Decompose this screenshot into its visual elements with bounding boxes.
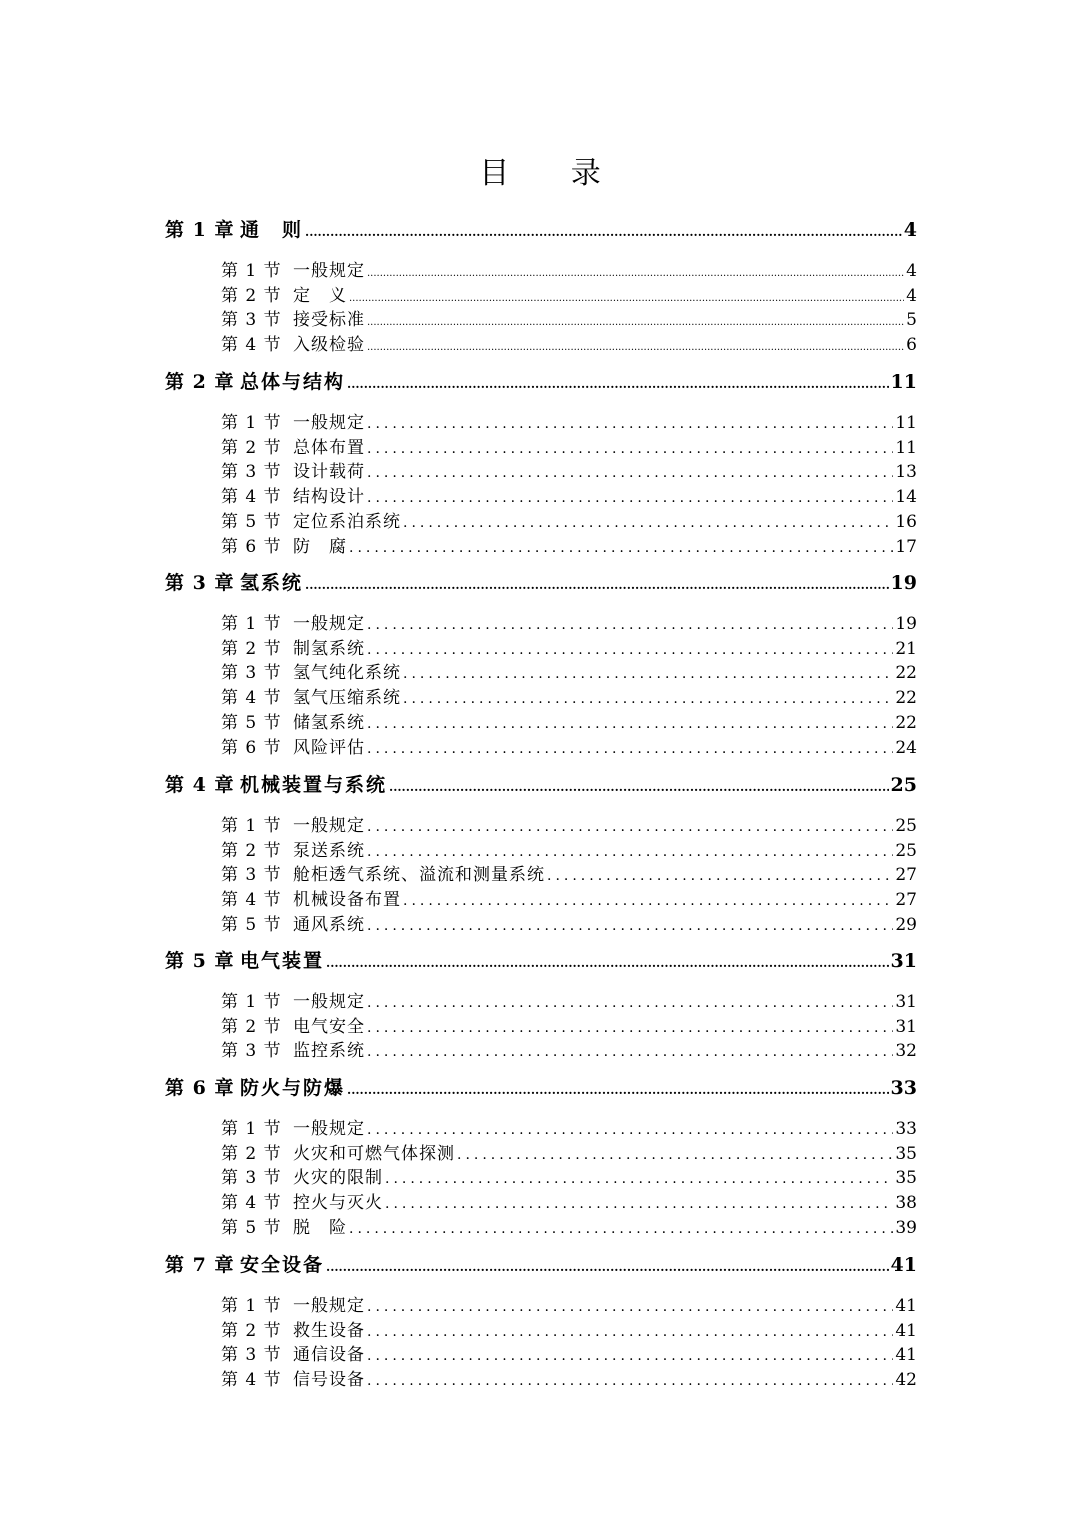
section-number: 第 1 节 (221, 413, 282, 433)
toc-section-entry[interactable] (221, 1319, 917, 1344)
dot-leader (367, 736, 893, 761)
toc-section-entry[interactable] (221, 460, 917, 485)
toc-section-entry[interactable] (221, 1216, 917, 1241)
dot-leader (385, 1166, 893, 1191)
dot-leader (367, 612, 893, 637)
section-page-number: 6 (906, 335, 917, 356)
section-number: 第 2 节 (221, 638, 282, 659)
dot-leader (367, 1319, 893, 1344)
section-page-number: 41 (895, 1320, 917, 1341)
section-number: 第 5 节 (221, 712, 282, 733)
dot-leader (367, 1117, 893, 1142)
section-number: 第 1 节 (221, 1296, 282, 1316)
section-page-number: 27 (895, 865, 917, 886)
section-page-number: 4 (906, 285, 917, 306)
dot-leader (349, 284, 904, 311)
dot-leader (367, 1294, 893, 1319)
dot-leader (385, 1191, 893, 1216)
section-number: 第 3 节 (221, 462, 282, 483)
toc-chapter-entry[interactable] (165, 569, 917, 599)
section-page-number: 25 (895, 816, 917, 836)
toc-section-entry[interactable] (221, 1191, 917, 1216)
dot-leader (367, 460, 893, 485)
chapter-number: 第 4 章 (165, 774, 235, 796)
section-title: 定 义 (293, 285, 347, 306)
section-title: 定位系泊系统 (293, 511, 401, 532)
section-title: 通风系统 (293, 914, 365, 935)
section-number: 第 3 节 (221, 865, 282, 886)
chapter-page-number: 25 (890, 774, 917, 796)
section-number: 第 1 节 (221, 261, 282, 281)
chapter-page-number: 33 (890, 1077, 917, 1099)
toc-section-entry[interactable] (221, 736, 917, 761)
dot-leader (367, 1368, 893, 1393)
dot-leader (349, 1216, 893, 1241)
section-number: 第 5 节 (221, 511, 282, 532)
dot-leader (367, 1343, 893, 1368)
toc-section-entry[interactable] (221, 913, 917, 938)
toc-section-entry[interactable] (221, 1039, 917, 1064)
toc-section-entry[interactable] (221, 1166, 917, 1191)
dot-leader (347, 1074, 889, 1104)
chapter-number: 第 1 章 (165, 219, 235, 241)
section-page-number: 41 (895, 1345, 917, 1366)
toc-section-entry[interactable] (221, 411, 917, 436)
toc-section-entry[interactable] (221, 637, 917, 662)
section-number: 第 3 节 (221, 310, 282, 331)
toc-section-entry[interactable] (221, 1294, 917, 1319)
toc-section-entry[interactable] (221, 711, 917, 736)
section-title: 一般规定 (293, 816, 365, 836)
section-title: 制氢系统 (293, 638, 365, 659)
dot-leader (367, 1015, 893, 1040)
section-number: 第 2 节 (221, 840, 282, 861)
section-page-number: 27 (895, 890, 917, 911)
section-title: 电气安全 (293, 1016, 365, 1037)
section-title: 火灾和可燃气体探测 (293, 1143, 455, 1164)
toc-section-entry[interactable] (221, 535, 917, 560)
section-page-number: 14 (895, 487, 917, 508)
dot-leader (389, 771, 889, 801)
toc-section-entry[interactable] (221, 1368, 917, 1393)
section-title: 舱柜透气系统、溢流和测量系统 (293, 865, 545, 886)
section-page-number: 32 (895, 1041, 917, 1062)
section-title: 一般规定 (293, 992, 365, 1012)
chapter-page-number: 19 (890, 572, 917, 594)
chapter-number: 第 6 章 (165, 1077, 235, 1099)
section-number: 第 4 节 (221, 487, 282, 508)
section-page-number: 39 (895, 1217, 917, 1238)
dot-leader (367, 711, 893, 736)
section-title: 机械设备布置 (293, 890, 401, 911)
section-title: 总体布置 (293, 437, 365, 458)
section-number: 第 3 节 (221, 1345, 282, 1366)
section-title: 防 腐 (293, 536, 347, 557)
toc-chapter-entry[interactable] (165, 771, 917, 801)
toc-section-entry[interactable] (221, 1015, 917, 1040)
section-number: 第 2 节 (221, 1143, 282, 1164)
section-title: 监控系统 (293, 1041, 365, 1062)
toc-section-entry[interactable] (221, 686, 917, 711)
section-title: 氢气压缩系统 (293, 688, 401, 709)
chapter-title: 电气装置 (240, 950, 325, 972)
section-page-number: 42 (895, 1370, 917, 1391)
chapter-page-number: 11 (890, 371, 917, 393)
section-page-number: 31 (895, 992, 917, 1012)
dot-leader (457, 1142, 893, 1167)
dot-leader (403, 661, 893, 686)
section-number: 第 1 节 (221, 816, 282, 836)
section-title: 氢气纯化系统 (293, 663, 401, 684)
dot-leader (367, 814, 893, 839)
section-number: 第 2 节 (221, 1320, 282, 1341)
section-page-number: 24 (895, 737, 917, 758)
section-page-number: 5 (906, 310, 917, 331)
section-page-number: 21 (895, 638, 917, 659)
section-number: 第 4 节 (221, 1193, 282, 1214)
section-title: 火灾的限制 (293, 1168, 383, 1189)
toc-section-entry[interactable] (221, 436, 917, 461)
chapter-number: 第 5 章 (165, 950, 235, 972)
dot-leader (367, 259, 904, 286)
chapter-page-number: 4 (903, 219, 917, 241)
section-page-number: 16 (895, 511, 917, 532)
section-title: 设计载荷 (293, 462, 365, 483)
section-page-number: 17 (895, 536, 917, 557)
section-page-number: 22 (895, 712, 917, 733)
toc-section-entry[interactable] (221, 1117, 917, 1142)
section-page-number: 25 (895, 840, 917, 861)
section-number: 第 5 节 (221, 1217, 282, 1238)
section-page-number: 22 (895, 663, 917, 684)
toc-section-entry[interactable] (221, 485, 917, 510)
toc-section-entry[interactable] (221, 661, 917, 686)
dot-leader (403, 888, 893, 913)
chapter-title: 通 则 (240, 219, 304, 241)
chapter-title: 防火与防爆 (240, 1077, 346, 1099)
section-page-number: 11 (895, 413, 917, 433)
chapter-title: 总体与结构 (240, 371, 346, 393)
section-number: 第 5 节 (221, 914, 282, 935)
dot-leader (305, 569, 889, 599)
section-page-number: 11 (895, 437, 917, 458)
toc-chapter-entry[interactable] (165, 1251, 917, 1281)
toc-section-entry[interactable] (221, 814, 917, 839)
section-number: 第 1 节 (221, 1119, 282, 1139)
section-title: 一般规定 (293, 413, 365, 433)
dot-leader (367, 411, 893, 436)
section-number: 第 3 节 (221, 1168, 282, 1189)
dot-leader (305, 216, 902, 246)
section-title: 脱 险 (293, 1217, 347, 1238)
dot-leader (326, 1251, 889, 1281)
toc-section-entry[interactable] (221, 284, 917, 311)
toc-chapter-entry[interactable] (165, 368, 917, 398)
section-title: 一般规定 (293, 614, 365, 634)
toc-chapter-entry[interactable] (165, 947, 917, 977)
section-page-number: 29 (895, 914, 917, 935)
section-page-number: 35 (895, 1143, 917, 1164)
toc-section-entry[interactable] (221, 259, 917, 286)
section-title: 接受标准 (293, 310, 365, 331)
chapter-page-number: 31 (890, 950, 917, 972)
section-page-number: 19 (895, 614, 917, 634)
section-number: 第 4 节 (221, 1370, 282, 1391)
dot-leader (403, 510, 893, 535)
section-title: 风险评估 (293, 737, 365, 758)
toc-section-entry[interactable] (221, 308, 917, 335)
section-page-number: 41 (895, 1296, 917, 1316)
dot-leader (367, 1039, 893, 1064)
dot-leader (367, 839, 893, 864)
section-page-number: 13 (895, 462, 917, 483)
toc-section-entry[interactable] (221, 1142, 917, 1167)
dot-leader (349, 535, 893, 560)
section-title: 信号设备 (293, 1370, 365, 1391)
section-number: 第 2 节 (221, 437, 282, 458)
section-page-number: 22 (895, 688, 917, 709)
dot-leader (367, 308, 904, 335)
section-title: 救生设备 (293, 1320, 365, 1341)
section-number: 第 2 节 (221, 285, 282, 306)
section-title: 控火与灭火 (293, 1193, 383, 1214)
section-number: 第 4 节 (221, 890, 282, 911)
dot-leader (367, 333, 904, 360)
toc-section-entry[interactable] (221, 1343, 917, 1368)
section-number: 第 2 节 (221, 1016, 282, 1037)
toc-section-entry[interactable] (221, 839, 917, 864)
toc-chapter-entry[interactable] (165, 216, 917, 246)
section-title: 一般规定 (293, 1119, 365, 1139)
section-page-number: 31 (895, 1016, 917, 1037)
section-number: 第 3 节 (221, 663, 282, 684)
section-number: 第 1 节 (221, 614, 282, 634)
section-number: 第 4 节 (221, 335, 282, 356)
section-title: 泵送系统 (293, 840, 365, 861)
dot-leader (326, 947, 889, 977)
dot-leader (403, 686, 893, 711)
section-title: 入级检验 (293, 335, 365, 356)
dot-leader (367, 990, 893, 1015)
section-number: 第 4 节 (221, 688, 282, 709)
section-page-number: 4 (906, 261, 917, 281)
toc-section-entry[interactable] (221, 510, 917, 535)
section-title: 一般规定 (293, 1296, 365, 1316)
dot-leader (367, 913, 893, 938)
chapter-title: 机械装置与系统 (240, 774, 388, 796)
section-page-number: 35 (895, 1168, 917, 1189)
section-title: 储氢系统 (293, 712, 365, 733)
chapter-page-number: 41 (890, 1254, 917, 1276)
dot-leader (367, 637, 893, 662)
toc-section-entry[interactable] (221, 612, 917, 637)
section-title: 通信设备 (293, 1345, 365, 1366)
dot-leader (547, 863, 893, 888)
section-title: 一般规定 (293, 261, 365, 281)
toc-section-entry[interactable] (221, 990, 917, 1015)
chapter-number: 第 7 章 (165, 1254, 235, 1276)
chapter-title: 氢系统 (240, 572, 304, 594)
chapter-number: 第 3 章 (165, 572, 235, 594)
toc-section-entry[interactable] (221, 863, 917, 888)
section-number: 第 3 节 (221, 1041, 282, 1062)
dot-leader (347, 368, 889, 398)
chapter-title: 安全设备 (240, 1254, 325, 1276)
dot-leader (367, 436, 893, 461)
section-number: 第 6 节 (221, 536, 282, 557)
section-number: 第 6 节 (221, 737, 282, 758)
toc-chapter-entry[interactable] (165, 1074, 917, 1104)
chapter-number: 第 2 章 (165, 371, 235, 393)
toc-section-entry[interactable] (221, 333, 917, 360)
page-title: 目 录 (479, 156, 627, 191)
section-page-number: 38 (895, 1193, 917, 1214)
dot-leader (367, 485, 893, 510)
section-title: 结构设计 (293, 487, 365, 508)
section-number: 第 1 节 (221, 992, 282, 1012)
toc-section-entry[interactable] (221, 888, 917, 913)
section-page-number: 33 (895, 1119, 917, 1139)
